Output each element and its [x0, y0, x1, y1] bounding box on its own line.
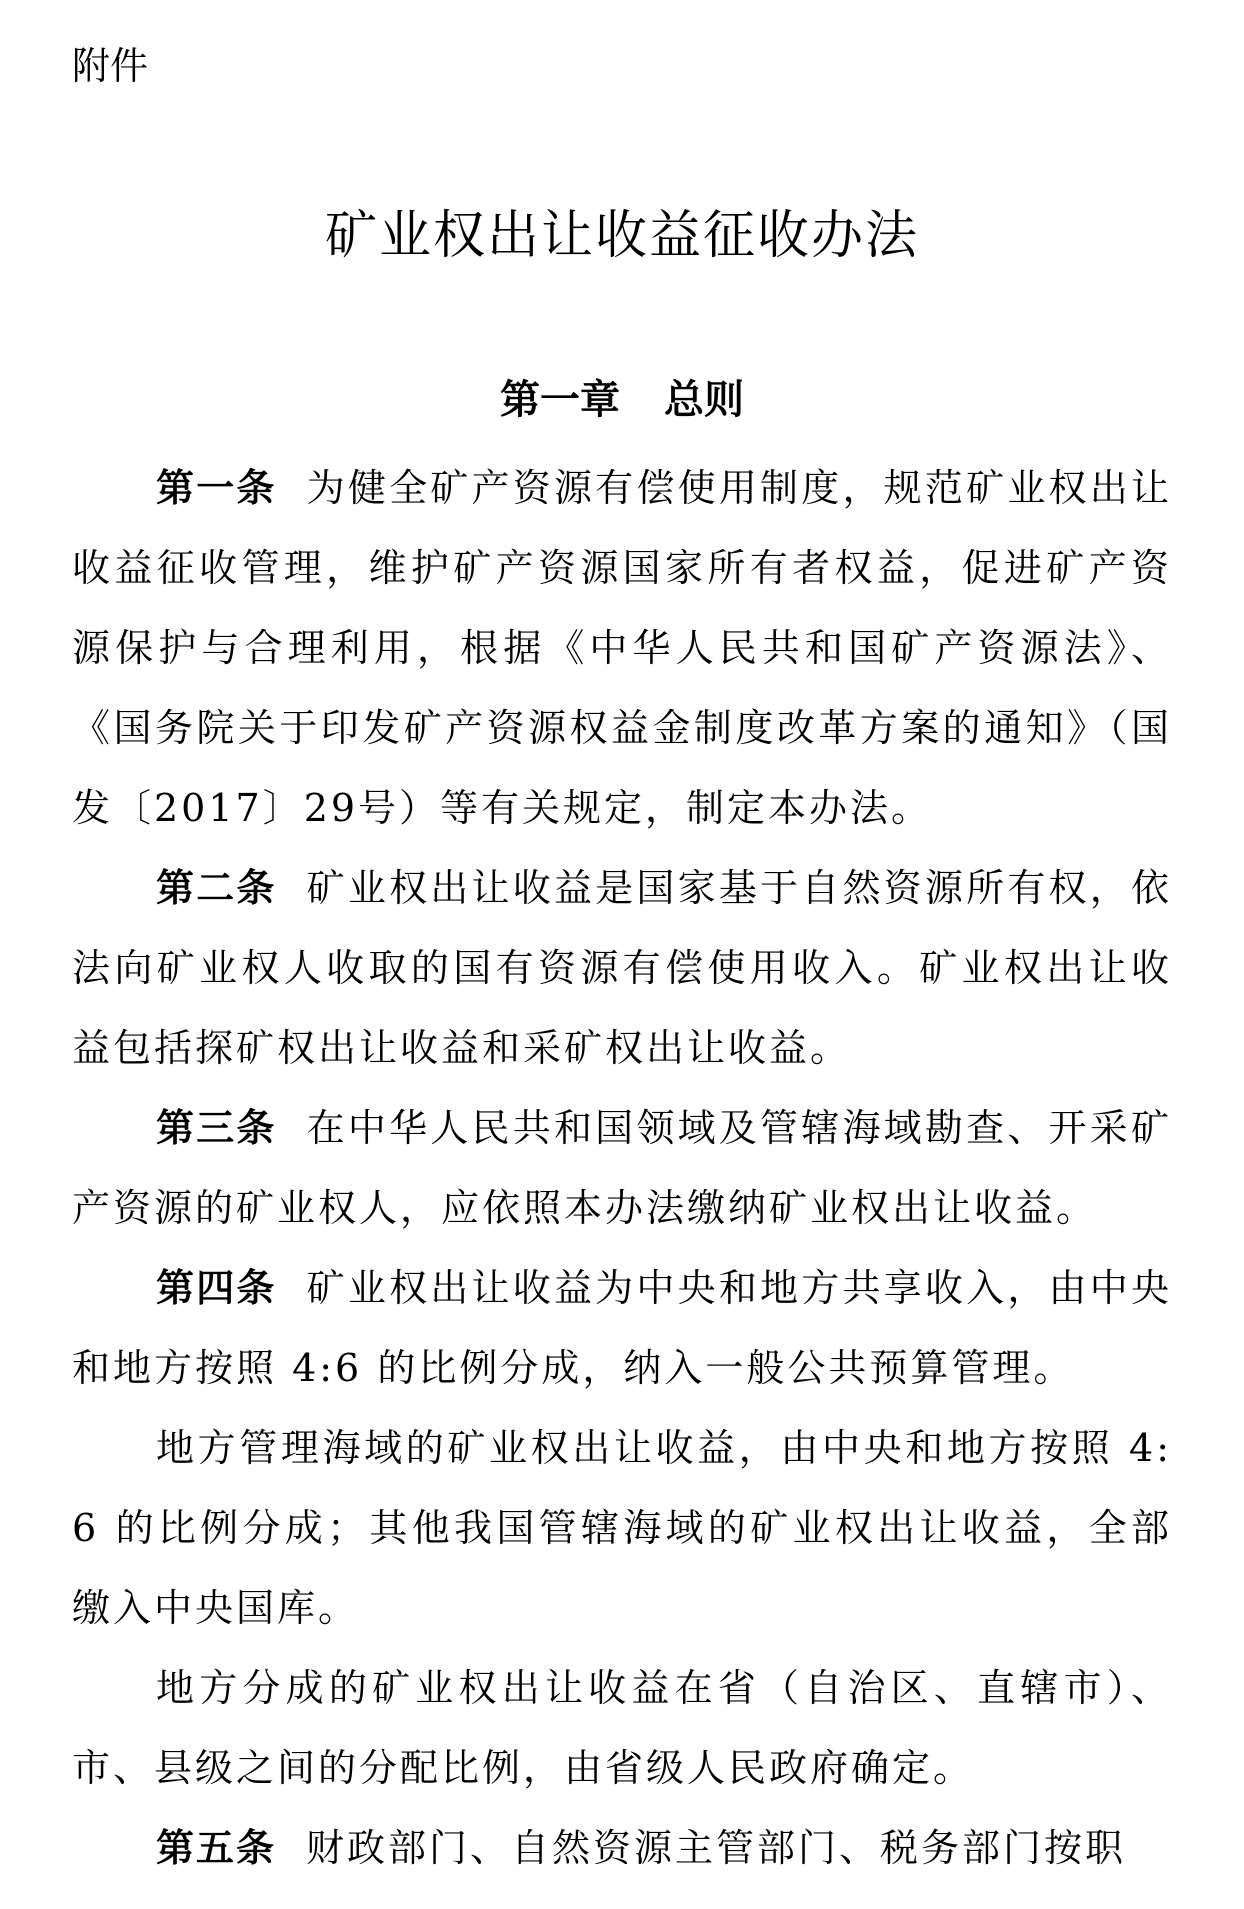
paragraph-text: 矿业权出让收益是国家基于自然资源所有权，依法向矿业权人收取的国有资源有偿使用收入。矿业权出让收益包括探矿权出让收益和采矿权出让收益。: [72, 866, 1172, 1070]
chapter-name: 总则: [664, 377, 744, 423]
paragraph-text: 矿业权出让收益为中央和地方共享收入，由中央和地方按照 4:6 的比例分成，纳入一般公共预算管理。: [72, 1266, 1172, 1390]
paragraph-text: 在中华人民共和国领域及管辖海域勘查、开采矿产资源的矿业权人，应依照本办法缴纳矿业权出让收益。: [72, 1106, 1172, 1230]
paragraph-article-4: [72, 1248, 1172, 1408]
attachment-label: 附件: [72, 44, 149, 88]
paragraph-text: 财政部门、自然资源主管部门、税务部门按职: [306, 1826, 1127, 1870]
paragraph-article-5: [72, 1808, 1172, 1888]
chapter-number: 第一章: [500, 377, 620, 423]
document-title: 矿业权出让收益征收办法: [324, 206, 919, 266]
document-body: [72, 448, 1172, 1888]
paragraph-article-4-clause-2: [72, 1408, 1172, 1648]
paragraph-text: 为健全矿产资源有偿使用制度，规范矿业权出让收益征收管理，维护矿产资源国家所有者权益，促进矿产资源保护与合理利用，根据《中华人民共和国矿产资源法》、《国务院关于印发矿产资源权益金制度改革方案的通知》（国发〔2017〕29号）等有关规定，制定本办法。: [72, 466, 1172, 830]
chapter-heading: [0, 372, 1244, 428]
paragraph-article-4-clause-3: [72, 1648, 1172, 1808]
paragraph-article-2: [72, 848, 1172, 1088]
article-label: 第五条: [156, 1826, 277, 1870]
article-label: 第三条: [156, 1106, 277, 1150]
paragraph-text: 地方管理海域的矿业权出让收益，由中央和地方按照 4:6 的比例分成；其他我国管辖海域的矿业权出让收益，全部缴入中央国库。: [72, 1426, 1172, 1630]
paragraph-article-3: [72, 1088, 1172, 1248]
paragraph-article-1: [72, 448, 1172, 848]
article-label: 第二条: [156, 866, 277, 910]
paragraph-text: 地方分成的矿业权出让收益在省（自治区、直辖市）、市、县级之间的分配比例，由省级人民政府确定。: [72, 1666, 1172, 1790]
article-label: 第一条: [156, 466, 277, 510]
article-label: 第四条: [156, 1266, 277, 1310]
